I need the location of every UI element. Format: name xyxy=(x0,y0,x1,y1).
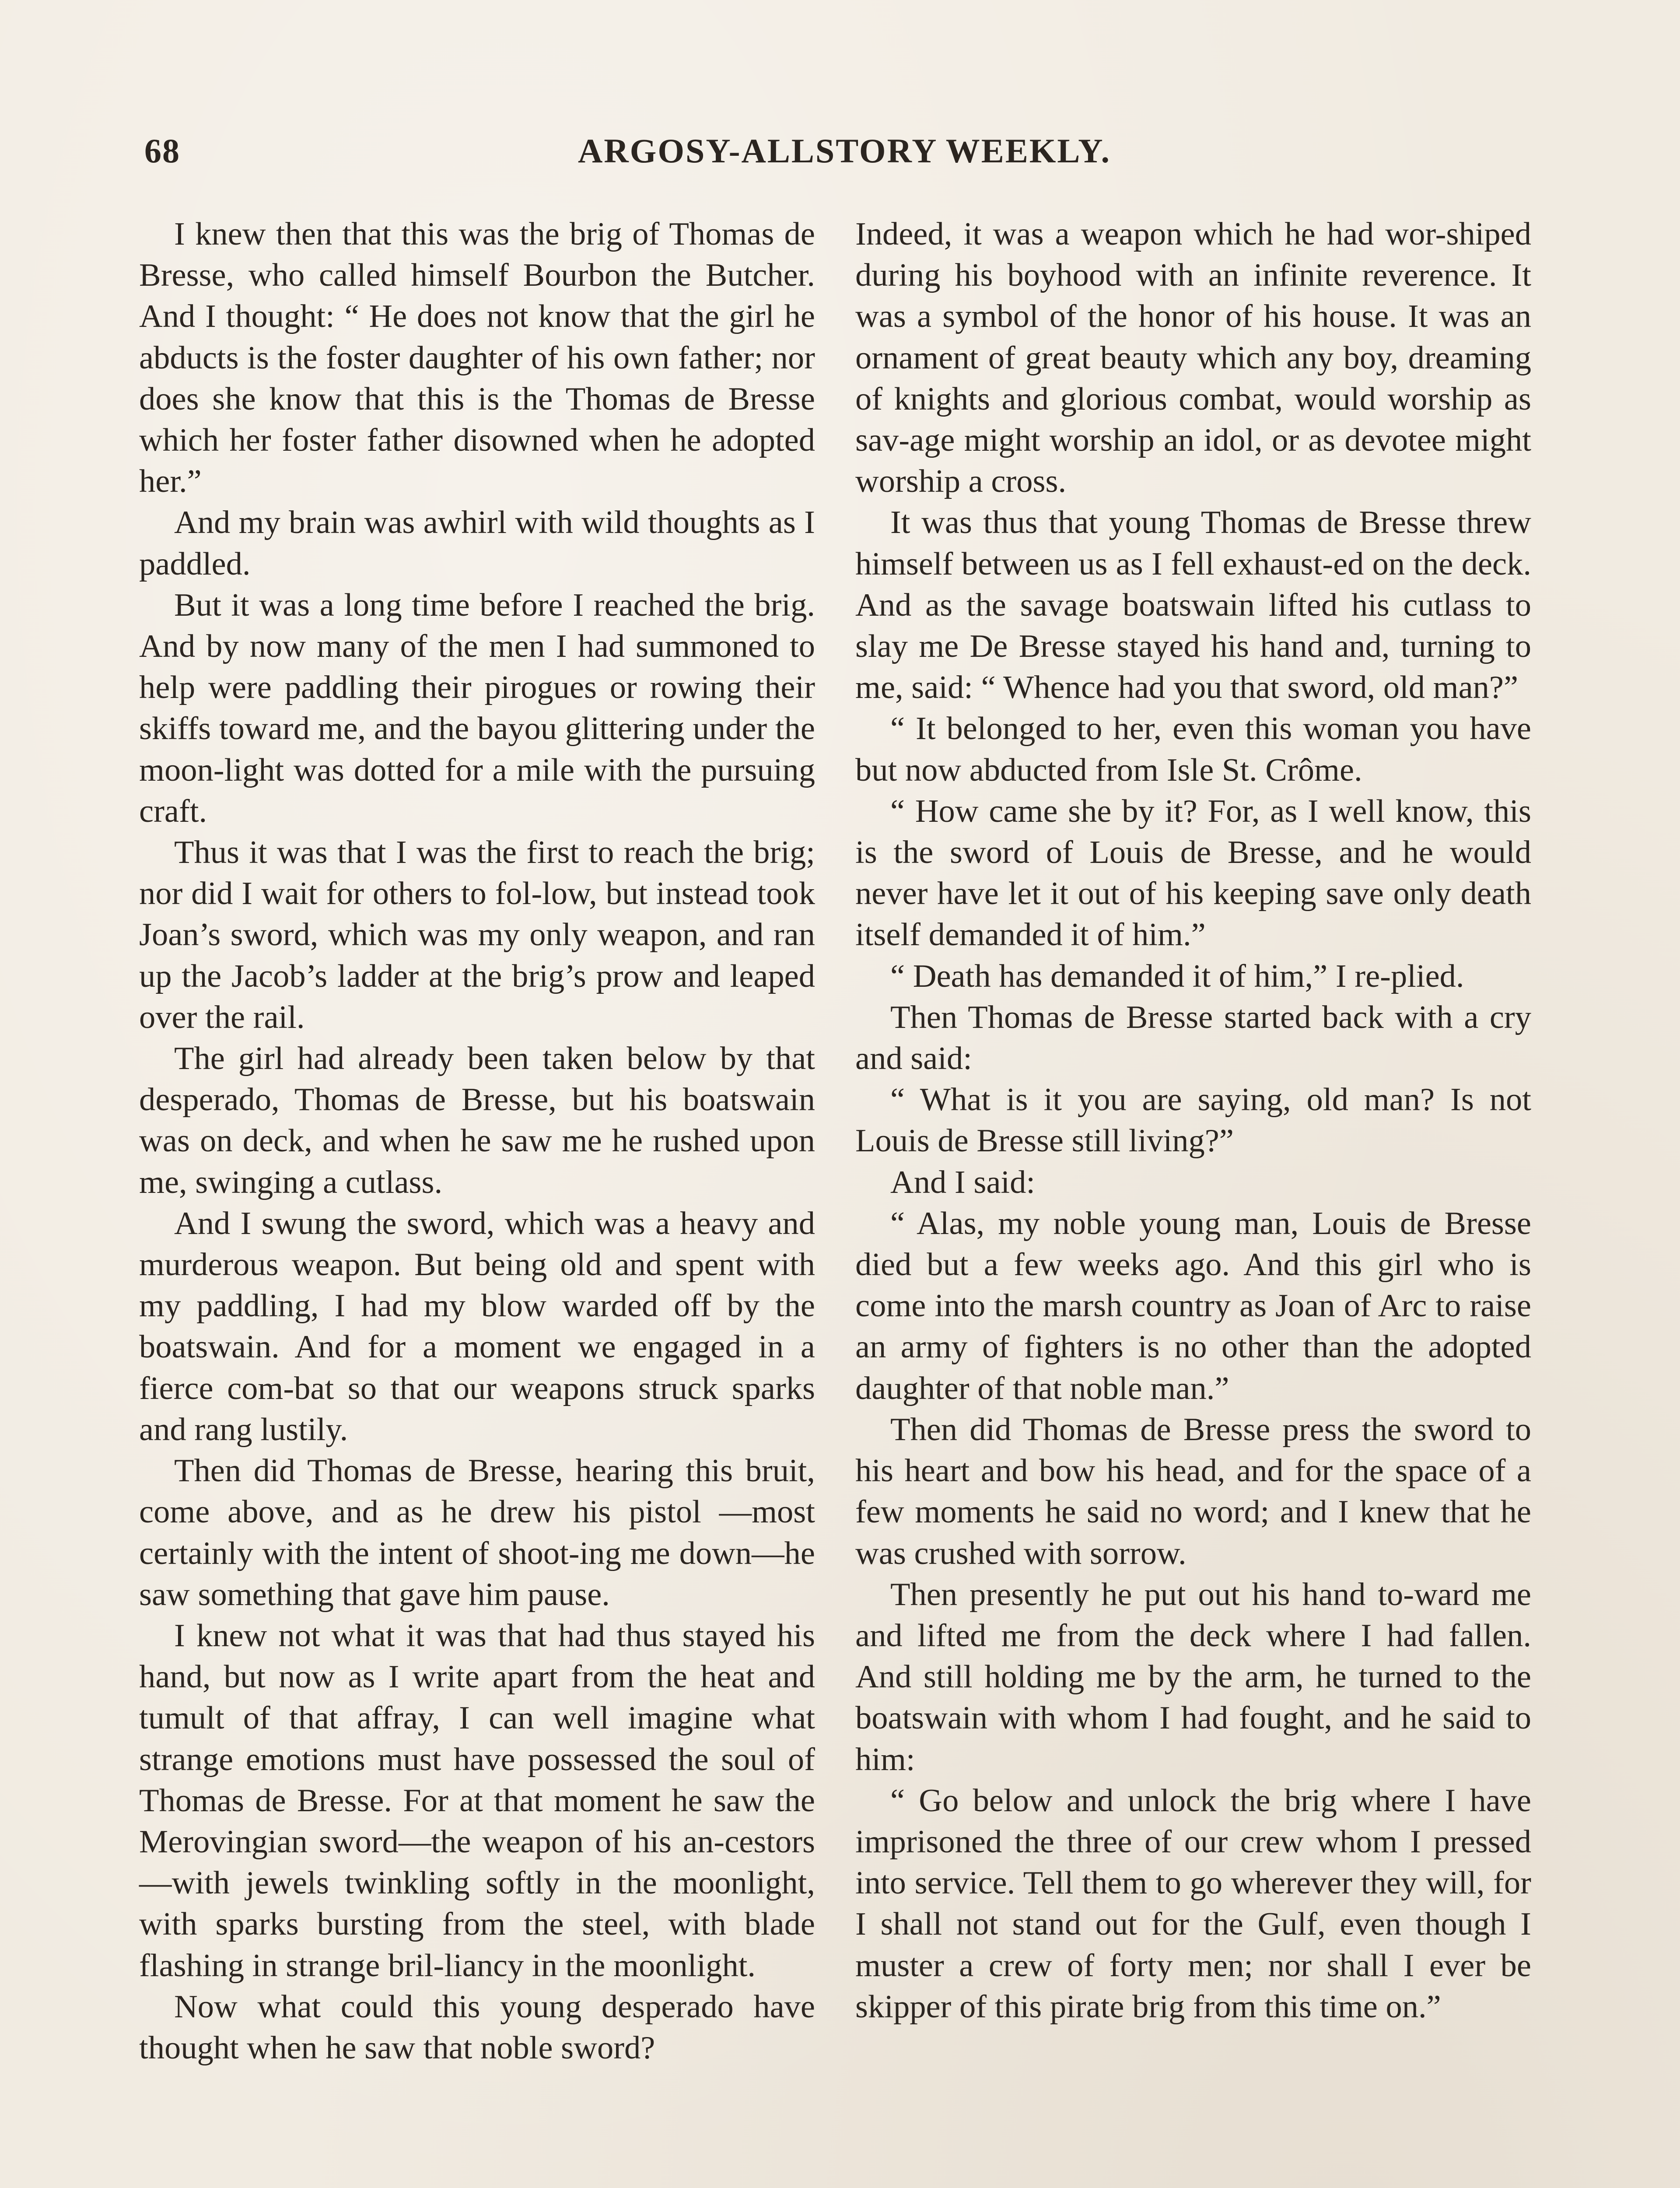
page-header xyxy=(144,131,1544,184)
paragraph: And I said: xyxy=(890,1164,1036,1200)
left-column xyxy=(139,214,815,2069)
paragraph: And I swung the sword, which was a heavy and murderous weapon. But being old and spent with my paddling, I had my blow warded off by the boatswain. And for a moment we engaged in a fierce com-bat so that our weapons struck sparks and rang lustily. xyxy=(139,1205,815,1448)
paragraph: “ How came she by it? For, as I well know, this is the sword of Louis de Bresse, and he would never have let it out of his keeping save only death itself demanded it of him.” xyxy=(855,793,1531,953)
paragraph: Thus it was that I was the first to reach the brig; nor did I wait for others to fol-low, but instead took Joan’s sword, which was my only weapon, and ran up the Jacob’s ladder at the brig’s prow and leaped over the rail. xyxy=(139,835,815,1035)
paragraph: “ Go below and unlock the brig where I have imprisoned the three of our crew whom I pressed into service. Tell them to go wherever they will, for I shall not stand out for the Gulf, even though I muster a crew of forty men; nor shall I ever be skipper of this pirate brig from this time on.” xyxy=(855,1782,1531,2025)
paragraph: Indeed, it was a weapon which he had wor-shiped during his boyhood with an infinite reverence. It was a symbol of the honor of his house. It was an ornament of great beauty which any boy, dreaming of knights and glorious combat, would worship as sav-age might worship an idol, or as devotee might worship a cross. xyxy=(855,216,1531,500)
paragraph: I knew then that this was the brig of Thomas de Bresse, who called himself Bourbon the Butcher. And I thought: “ He does not know that the girl he abducts is the foster daughter of his own father; nor does she know that this is the Thomas de Bresse which her foster father disowned when he adopted her.” xyxy=(139,216,815,500)
paragraph: I knew not what it was that had thus stayed his hand, but now as I write apart from the heat and tumult of that affray, I can well imagine what strange emotions must have possessed the soul of Thomas de Bresse. For at that moment he saw the Merovingian sword—the weapon of his an-cestors—with jewels twinkling softly in the moonlight, with sparks bursting from the steel, with blade flashing in strange bril-liancy in the moonlight. xyxy=(139,1617,815,1984)
right-column xyxy=(855,214,1531,2027)
paragraph: It was thus that young Thomas de Bresse threw himself between us as I fell exhaust-ed on the deck. And as the savage boatswain lifted his cutlass to slay me De Bresse stayed his hand and, turning to me, said: “ Whence had you that sword, old man?” xyxy=(855,505,1531,706)
paragraph: “ Alas, my noble young man, Louis de Bresse died but a few weeks ago. And this girl who is come into the marsh country as Joan of Arc to raise an army of fighters is no other than the adopted daughter of that noble man.” xyxy=(855,1205,1531,1406)
paragraph: The girl had already been taken below by that desperado, Thomas de Bresse, but his boatswain was on deck, and when he saw me he rushed upon me, swinging a cutlass. xyxy=(139,1041,815,1200)
paragraph: “ What is it you are saying, old man? Is not Louis de Bresse still living?” xyxy=(855,1082,1531,1159)
running-head: ARGOSY-ALLSTORY WEEKLY. xyxy=(578,132,1111,170)
paragraph: Then did Thomas de Bresse, hearing this bruit, come above, and as he drew his pistol —most certainly with the intent of shoot-ing me down—he saw something that gave him pause. xyxy=(139,1453,815,1613)
paragraph: “ It belonged to her, even this woman you have but now abducted from Isle St. Crôme. xyxy=(855,711,1531,788)
paragraph: Now what could this young desperado have thought when he saw that noble sword? xyxy=(139,1988,815,2066)
paragraph: But it was a long time before I reached the brig. And by now many of the men I had summoned to help were paddling their pirogues or rowing their skiffs toward me, and the bayou glittering under the moon-light was dotted for a mile with the pursuing craft. xyxy=(139,587,815,829)
paragraph: Then did Thomas de Bresse press the sword to his heart and bow his head, and for the space of a few moments he said no word; and I knew that he was crushed with sorrow. xyxy=(855,1411,1531,1571)
paragraph: Then Thomas de Bresse started back with a cry and said: xyxy=(855,999,1531,1077)
paragraph: Then presently he put out his hand to-ward me and lifted me from the deck where I had fallen. And still holding me by the arm, he turned to the boatswain with whom I had fought, and he said to him: xyxy=(855,1576,1531,1778)
paragraph: “ Death has demanded it of him,” I re-plied. xyxy=(890,958,1464,994)
page-number: 68 xyxy=(144,132,180,170)
paragraph: And my brain was awhirl with wild thoughts as I paddled. xyxy=(139,505,815,582)
